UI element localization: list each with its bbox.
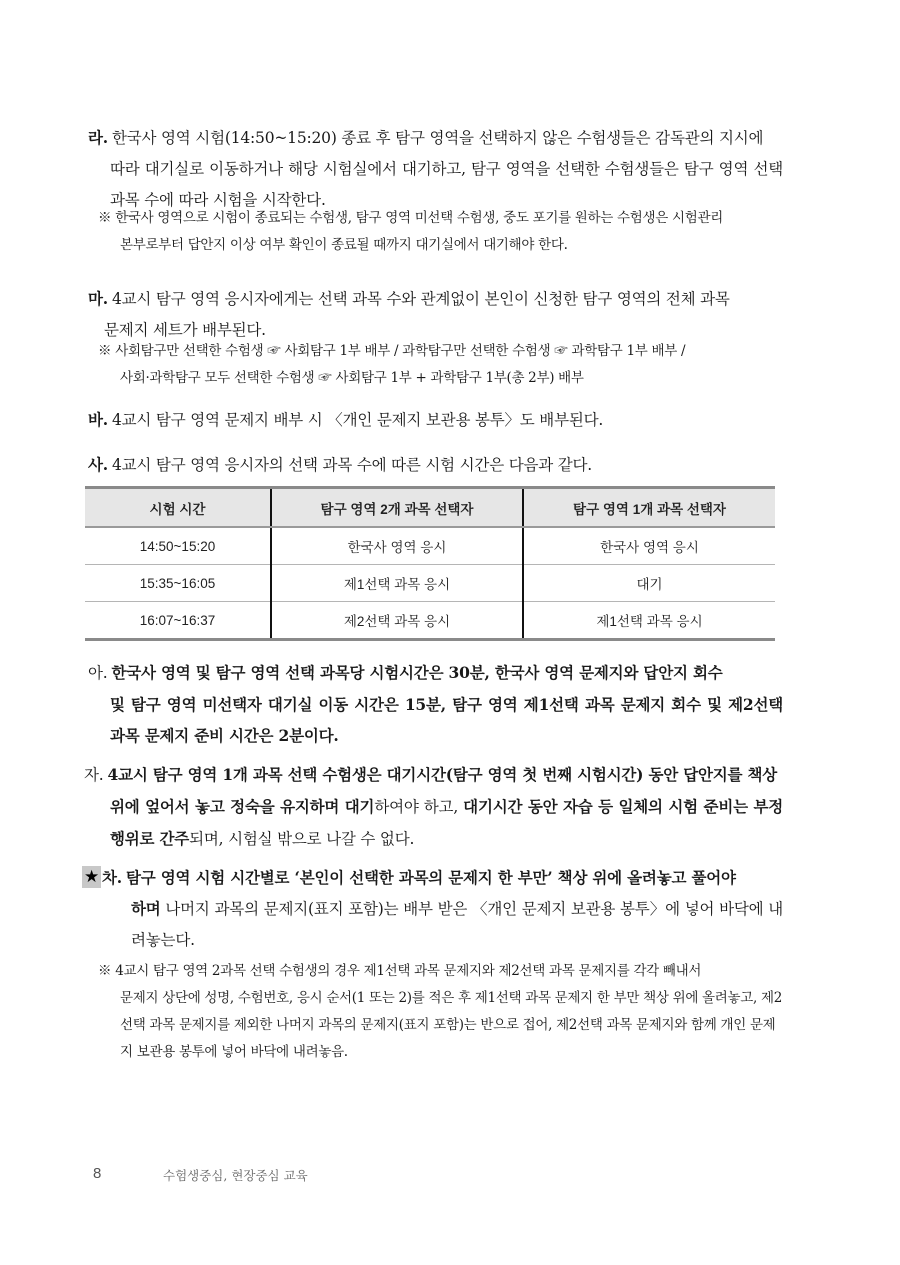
item-text: 한국사 영역 시험(14:50~15:20) 종료 후 탐구 영역을 선택하지 않은 수험생들은 감독관의 지시에	[111, 129, 764, 147]
item-marker: 차.	[102, 868, 122, 887]
item-marker: 아.	[88, 664, 108, 682]
item-text: 탐구 영역 시험 시간별로 ‘본인이 선택한 과목의 문제지 한 부만’ 책상 위에 올려놓고 풀어야	[125, 868, 736, 887]
item-sa	[88, 449, 783, 481]
table-header-cell: 탐구 영역 1개 과목 선택자	[523, 488, 775, 528]
item-text: 4교시 탐구 영역 문제지 배부 시 〈개인 문제지 보관용 봉투〉도 배부된다.	[111, 411, 604, 429]
item-marker: 라.	[88, 128, 108, 147]
item-text: 한국사 영역 및 탐구 영역 선택 과목당 시험시간은 30분, 한국사 영역 문제지와 답안지 회수	[111, 663, 723, 682]
item-marker: 마.	[88, 289, 108, 308]
table-cell: 제2선택 과목 응시	[271, 602, 523, 640]
item-text-cont: 따라 대기실로 이동하거나 해당 시험실에서 대기하고, 탐구 영역을 선택한 수험생들은 탐구 영역 선택 과목 수에 따라 시험을 시작한다.	[110, 160, 783, 209]
note-ma	[98, 338, 783, 392]
item-text-cont: 문제지 세트가 배부된다.	[104, 321, 266, 339]
table-cell: 대기	[523, 565, 775, 602]
table-header-row	[85, 488, 775, 528]
note-text: 한국사 영역으로 시험이 종료되는 수험생, 탐구 영역 미선택 수험생, 중도 포기를 원하는 수험생은 시험관리	[115, 210, 723, 226]
note-text-cont: 사회·과학탐구 모두 선택한 수험생 ☞ 사회탐구 1부 + 과학탐구 1부(총 2부) 배부	[120, 370, 584, 386]
page-number: 8	[93, 1165, 102, 1182]
item-a	[88, 657, 783, 751]
item-text-cont: 및 탐구 영역 미선택자 대기실 이동 시간은 15분, 탐구 영역 제1선택 과목 문제지 회수 및 제2선택 과목 문제지 준비 시간은 2분이다.	[110, 695, 783, 745]
item-text: 4교시 탐구 영역 1개 과목 선택 수험생은 대기시간(탐구 영역 첫 번째 시험시간) 동안 답안지를 책상	[107, 765, 778, 784]
item-ba	[88, 404, 783, 436]
item-ma	[88, 283, 783, 346]
item-ja	[84, 759, 783, 855]
item-marker: 사.	[88, 455, 108, 474]
table-cell: 14:50~15:20	[85, 527, 271, 565]
note-text-cont: 문제지 상단에 성명, 수험번호, 응시 순서(1 또는 2)를 적은 후 제1선택 과목 문제지 한 부만 책상 위에 올려놓고, 제2선택 과목 문제지를 제외한 나머지 과목의 문제지(표지 포함)는 반으로 접어, 제2선택 과목 문제지와 함께 개인 문제지 보관용 봉투에 넣어 바닥에 내려놓음.	[120, 990, 783, 1060]
note-marker: ※	[98, 343, 112, 359]
note-marker: ※	[98, 963, 112, 979]
table-cell: 제1선택 과목 응시	[523, 602, 775, 640]
note-text-cont: 본부로부터 답안지 이상 여부 확인이 종료될 때까지 대기실에서 대기해야 한다.	[120, 237, 568, 253]
table-row	[85, 602, 775, 640]
table-header-cell: 시험 시간	[85, 488, 271, 528]
item-marker: 바.	[88, 410, 108, 429]
note-marker: ※	[98, 210, 112, 226]
footer-title: 수험생중심, 현장중심 교육	[163, 1168, 308, 1183]
exam-schedule-table	[85, 486, 775, 641]
note-text: 4교시 탐구 영역 2과목 선택 수험생의 경우 제1선택 과목 문제지와 제2선택 과목 문제지를 각각 빼내서	[115, 963, 702, 979]
table-cell: 16:07~16:37	[85, 602, 271, 640]
note-cha	[98, 958, 783, 1066]
note-text: 사회탐구만 선택한 수험생 ☞ 사회탐구 1부 배부 / 과학탐구만 선택한 수험생 ☞ 과학탐구 1부 배부 /	[115, 343, 686, 359]
item-text: 4교시 탐구 영역 응시자의 선택 과목 수에 따른 시험 시간은 다음과 같다.	[111, 456, 593, 474]
item-ra	[88, 122, 783, 216]
table-cell: 한국사 영역 응시	[523, 527, 775, 565]
note-ra	[98, 205, 783, 259]
table-header-cell: 탐구 영역 2개 과목 선택자	[271, 488, 523, 528]
item-text-cont: 위에 엎어서 놓고 정숙을 유지하며 대기하여야 하고, 대기시간 동안 자습 등 일체의 시험 준비는 부정행위로 간주되며, 시험실 밖으로 나갈 수 없다.	[110, 797, 783, 848]
item-text: 4교시 탐구 영역 응시자에게는 선택 과목 수와 관계없이 본인이 신청한 탐구 영역의 전체 과목	[111, 290, 730, 308]
table-cell: 한국사 영역 응시	[271, 527, 523, 565]
star-icon: ★	[83, 867, 100, 887]
page-footer	[93, 1165, 308, 1183]
table-cell: 제1선택 과목 응시	[271, 565, 523, 602]
table-cell: 15:35~16:05	[85, 565, 271, 602]
item-cha	[83, 862, 783, 956]
table-row	[85, 527, 775, 565]
item-text-cont: 하며 나머지 과목의 문제지(표지 포함)는 배부 받은 〈개인 문제지 보관용 봉투〉에 넣어 바닥에 내려놓는다.	[131, 899, 783, 949]
table-row	[85, 565, 775, 602]
item-marker: 자.	[84, 766, 104, 784]
